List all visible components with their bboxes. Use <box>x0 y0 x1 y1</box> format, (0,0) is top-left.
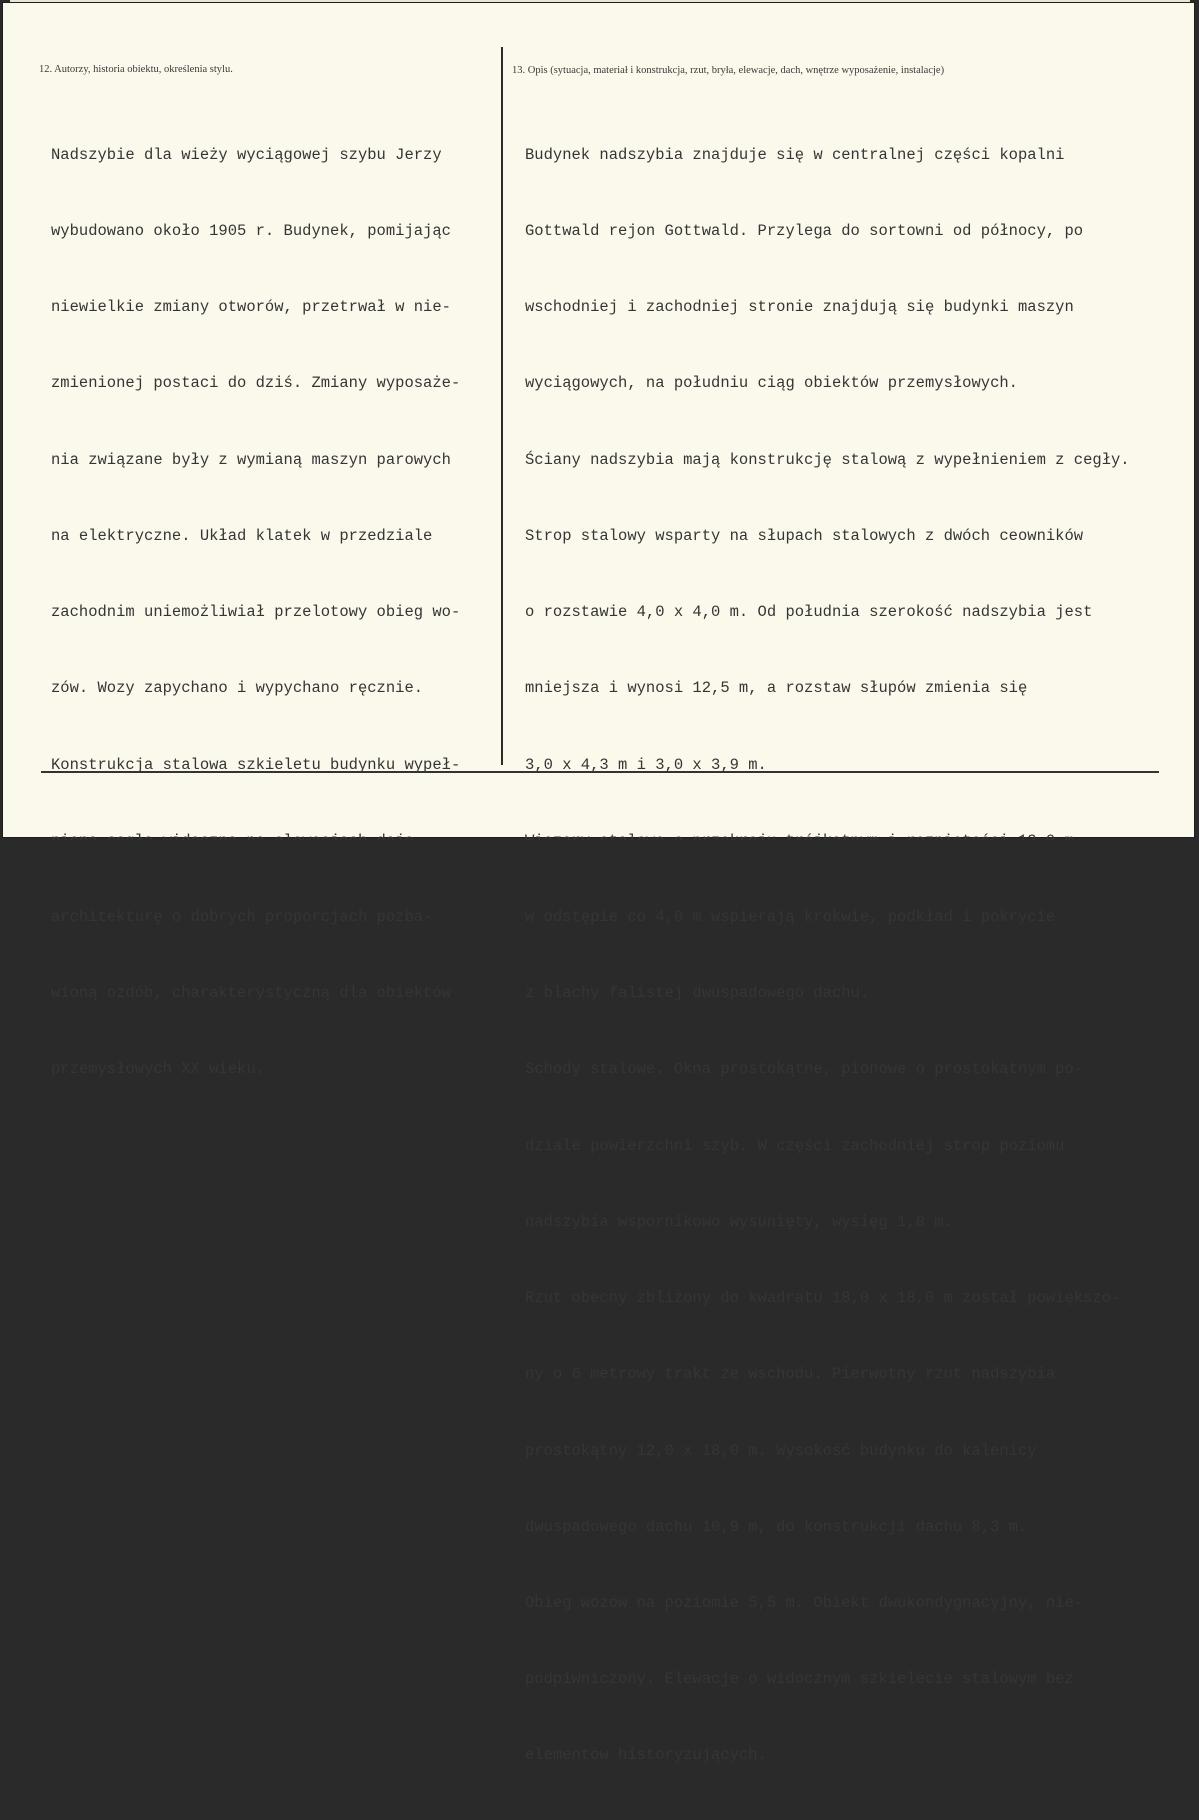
text-line: Konstrukcja stalowa szkieletu budynku wypeł- <box>51 755 461 774</box>
text-line: Nadszybie dla wieży wyciągowej szybu Jerzy <box>51 145 442 164</box>
text-line: architekturę o dobrych proporcjach pozba- <box>51 908 433 926</box>
scan-background <box>0 840 1199 854</box>
text-line: na elektryczne. Układ klatek w przedziale <box>51 526 433 545</box>
text-line: przemysłowych XX wieku. <box>51 1060 265 1079</box>
text-line: podpiwniczony. Elewacje o widocznym szkielecie stalowym bez <box>525 1670 1074 1689</box>
text-line: ny o 6 metrowy trakt ze wschodu. Pierwotny rzut nadszybia <box>525 1365 1056 1384</box>
text-line: zmienionej postaci do dziś. Zmiany wyposaże- <box>51 374 461 393</box>
text-line: prostokątny 12,0 x 18,0 m. Wysokość budynku do kalenicy <box>525 1441 1037 1460</box>
text-line: wybudowano około 1905 r. Budynek, pomijając <box>51 222 451 241</box>
text-line: zów. Wozy zapychano i wypychano ręcznie. <box>51 679 424 698</box>
section-12-typed-text <box>51 92 460 1134</box>
text-line: z blachy falistej dwuspadowego dachu. <box>525 984 870 1003</box>
text-line: dwuspadowego dachu 10,9 m, do konstrukcji dachu 8,3 m. <box>525 1517 1028 1536</box>
text-line: niewielkie zmiany otworów, przetrwał w nie- <box>51 298 451 317</box>
text-line: o rozstawie 4,0 x 4,0 m. Od południa szerokość nadszybia jest <box>525 603 1093 622</box>
text-line: zachodnim uniemożliwiał przelotowy obieg wo- <box>51 603 461 622</box>
text-line: wschodniej i zachodniej stronie znajdują się budynki maszyn <box>525 298 1074 317</box>
text-line: 3,0 x 4,3 m i 3,0 x 3,9 m. <box>525 755 767 774</box>
text-line: Gottwald rejon Gottwald. Przylega do sortowni od północy, po <box>525 222 1084 241</box>
text-line: wyciągowych, na południu ciąg obiektów przemysłowych. <box>525 374 1018 393</box>
section-12-heading: 12. Autorzy, historia obiektu, określenia stylu. <box>39 64 233 75</box>
text-line: Strop stalowy wsparty na słupach stalowych z dwóch ceowników <box>525 526 1084 545</box>
text-line: dziale powierzchni szyb. W części zachodniej strop poziomu <box>525 1136 1065 1155</box>
text-line: nia związane były z wymianą maszyn parowych <box>51 450 451 469</box>
text-line: elementów historyzujących. <box>525 1746 767 1765</box>
section-13-heading: 13. Opis (sytuacja, materiał i konstrukcja, rzut, bryła, elewacje, dach, wnętrze wyposażenie, instalacje) <box>512 65 945 76</box>
text-line: w odstępie co 4,0 m wspierają krokwie, podkład i pokrycie <box>525 908 1056 926</box>
text-line: Schody stalowe. Okna prostokątne, pionowe o prostokątnym po- <box>525 1060 1084 1079</box>
record-card <box>2 2 1195 1765</box>
text-line: Ściany nadszybia mają konstrukcję stalową z wypełnieniem z cegły. <box>525 450 1130 469</box>
text-line: Budynek nadszybia znajduje się w centralnej części kopalni <box>525 145 1065 164</box>
text-line: nadszybia wspornikowo wysunięty, wysięg 1,8 m. <box>525 1212 953 1231</box>
text-line: wioną ozdób, charakterystyczną dla obiektów <box>51 984 451 1003</box>
column-divider <box>501 47 503 765</box>
section-13-typed-text <box>525 92 1130 1820</box>
text-line: mniejsza i wynosi 12,5 m, a rozstaw słupów zmienia się <box>525 679 1028 698</box>
text-line: Rzut obecny zbliżony do kwadratu 18,0 x 18,0 m został powiększo- <box>525 1289 1121 1308</box>
text-line: Obieg wozów na poziomie 5,5 m. Obiekt dwukondygnacyjny, nie- <box>525 1593 1084 1612</box>
